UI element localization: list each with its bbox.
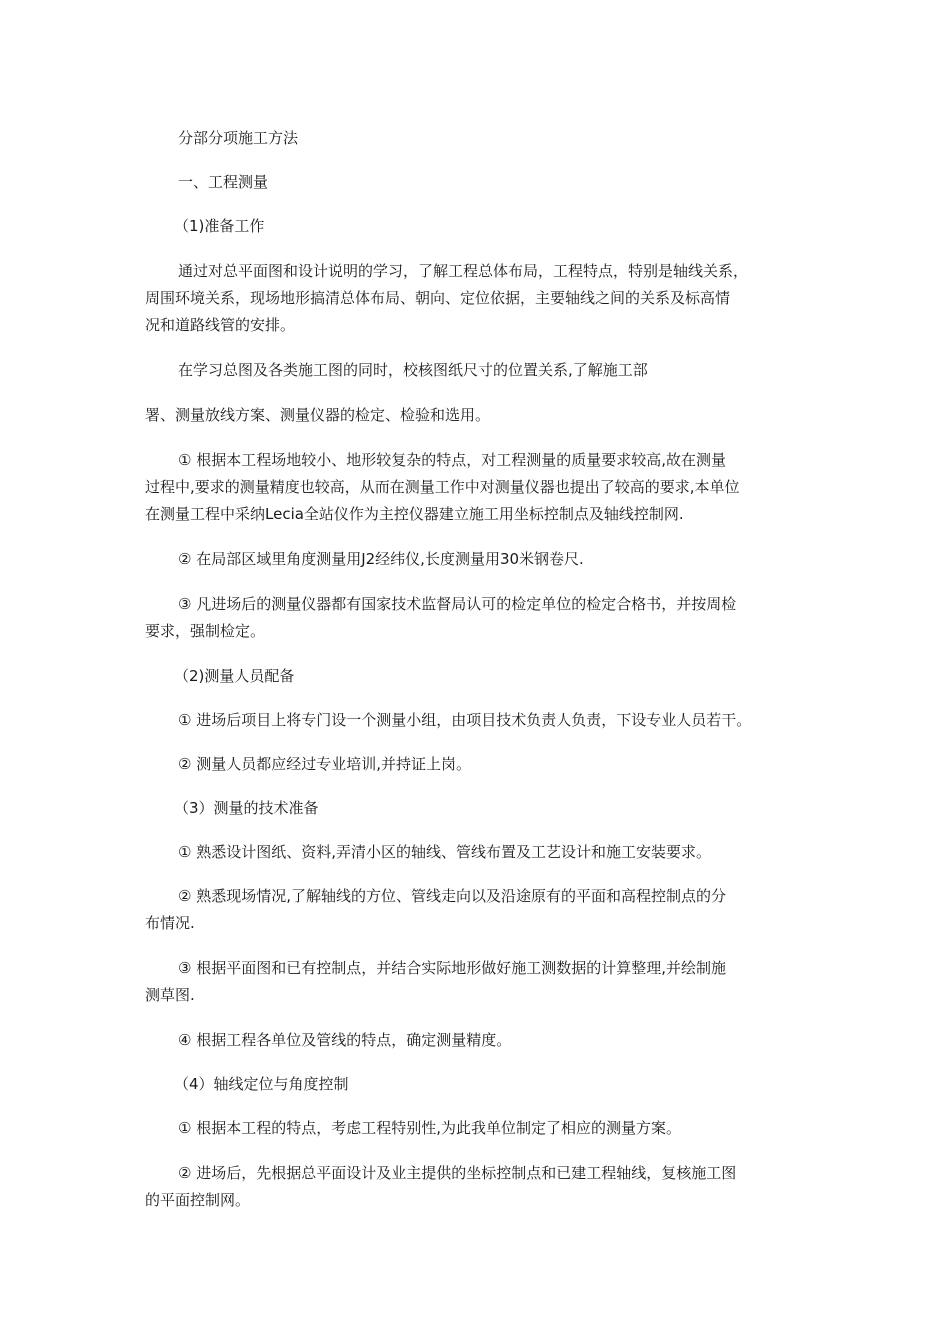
- subsection-heading: （1)准备工作: [174, 217, 265, 235]
- list-item-line: ② 熟悉现场情况,了解轴线的方位、管线走向以及沿途原有的平面和高程控制点的分: [178, 887, 726, 905]
- list-item-line: 布情况.: [145, 914, 195, 932]
- paragraph-line: 况和道路线管的安排。: [145, 316, 296, 334]
- doc-title: 分部分项施工方法: [178, 129, 299, 147]
- list-item-line: 的平面控制网。: [145, 1191, 251, 1209]
- list-item-line: ④ 根据工程各单位及管线的特点，确定测量精度。: [178, 1031, 512, 1049]
- list-item-line: ① 熟悉设计图纸、资料,弄清小区的轴线、管线布置及工艺设计和施工安装要求。: [178, 843, 711, 861]
- list-item-line: ① 根据本工程的特点，考虑工程特别性,为此我单位制定了相应的测量方案。: [178, 1119, 681, 1137]
- list-item-line: ③ 凡进场后的测量仪器都有国家技术监督局认可的检定单位的检定合格书，并按周检: [178, 595, 737, 613]
- paragraph-line: 通过对总平面图和设计说明的学习，了解工程总体布局，工程特点，特别是轴线关系，: [178, 262, 749, 280]
- list-item-line: 测草图.: [145, 986, 195, 1004]
- paragraph-line: 在学习总图及各类施工图的同时，校核图纸尺寸的位置关系,了解施工部: [178, 361, 648, 379]
- list-item-line: 要求，强制检定。: [145, 622, 266, 640]
- subsection-heading: （3）测量的技术准备: [174, 799, 319, 817]
- list-item-line: 在测量工程中采纳Lecia全站仪作为主控仪器建立施工用坐标控制点及轴线控制网.: [145, 505, 684, 523]
- subsection-heading: （2)测量人员配备: [174, 667, 295, 685]
- list-item-line: ② 在局部区域里角度测量用J2经纬仪,长度测量用30米钢卷尺.: [178, 550, 584, 568]
- list-item-line: ① 根据本工程场地较小、地形较复杂的特点，对工程测量的质量要求较高,故在测量: [178, 451, 726, 469]
- paragraph-line: 署、测量放线方案、测量仪器的检定、检验和选用。: [145, 406, 491, 424]
- list-item-line: 过程中,要求的测量精度也较高，从而在测量工作中对测量仪器也提出了较高的要求,本单位: [145, 478, 740, 496]
- list-item-line: ② 进场后，先根据总平面设计及业主提供的坐标控制点和已建工程轴线，复核施工图: [178, 1164, 737, 1182]
- list-item-line: ① 进场后项目上将专门设一个测量小组，由项目技术负责人负责，下设专业人员若干。: [178, 711, 752, 729]
- paragraph-line: 周围环境关系，现场地形搞清总体布局、朝向、定位依据，主要轴线之间的关系及标高情: [145, 289, 731, 307]
- section-heading: 一、工程测量: [178, 173, 269, 191]
- list-item-line: ② 测量人员都应经过专业培训,并持证上岗。: [178, 755, 471, 773]
- subsection-heading: （4）轴线定位与角度控制: [174, 1075, 349, 1093]
- list-item-line: ③ 根据平面图和已有控制点，并结合实际地形做好施工测数据的计算整理,并绘制施: [178, 959, 726, 977]
